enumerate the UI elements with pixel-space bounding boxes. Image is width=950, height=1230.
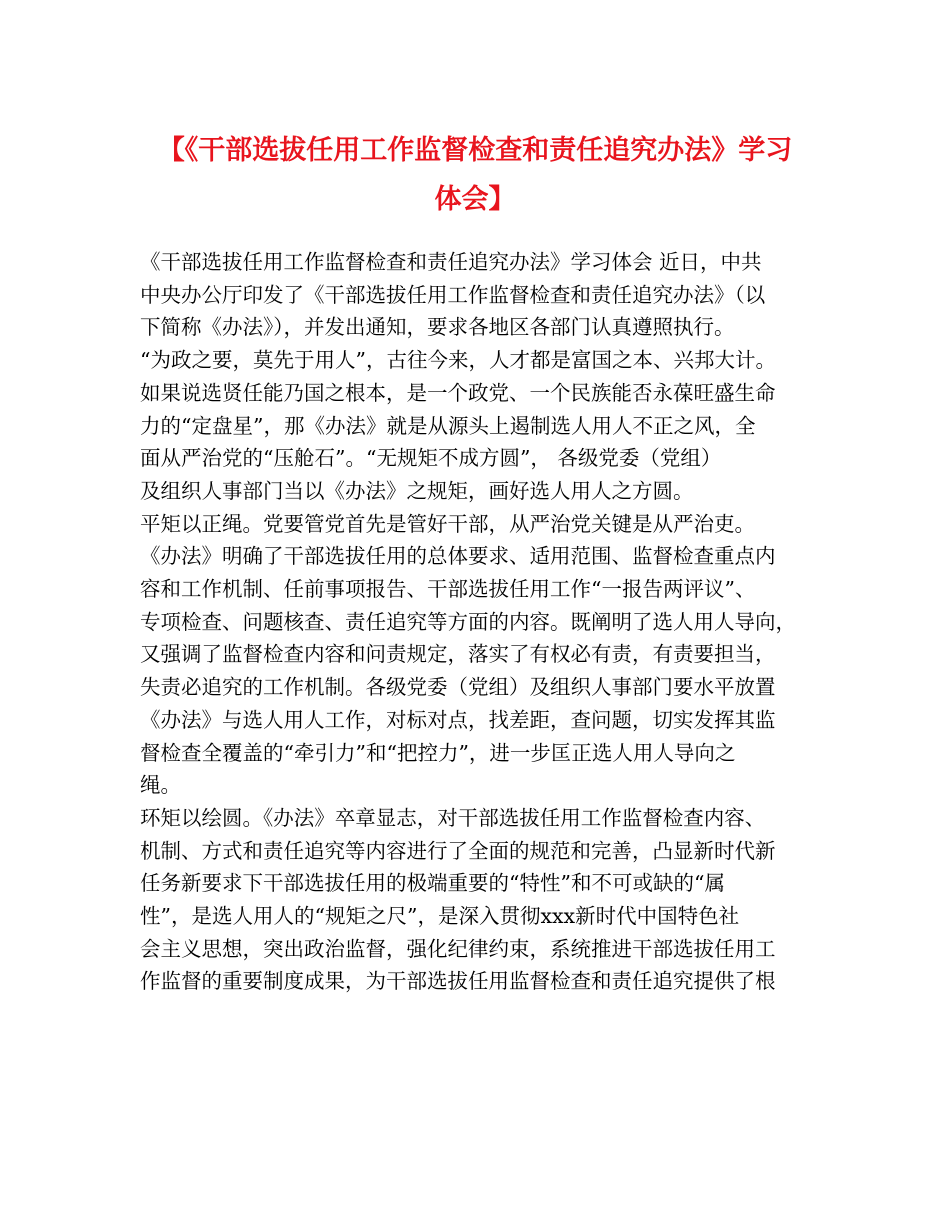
body-line: 绳。 <box>140 773 181 798</box>
body-line: 失责必追究的工作机制。各级党委（党组）及组织人事部门要水平放置 <box>140 675 776 700</box>
body-line: 任务新要求下干部选拔任用的极端重要的“特性”和不可或缺的“属 <box>140 871 725 896</box>
title-line: 体会】 <box>434 184 516 215</box>
body-line: 《办法》明确了干部选拔任用的总体要求、适用范围、监督检查重点内 <box>140 544 776 569</box>
body-line: 容和工作机制、任前事项报告、干部选拔任用工作“一报告两评议”、 <box>140 577 756 602</box>
body-line: 平矩以正绳。党要管党首先是管好干部，从严治党关键是从严治吏。 <box>140 511 755 536</box>
body-line: “为政之要，莫先于用人”，古往今来，人才都是富国之本、兴邦大计。 <box>140 348 776 373</box>
body-line: 如果说选贤任能乃国之根本，是一个政党、一个民族能否永葆旺盛生命 <box>140 380 776 405</box>
body-line: 《干部选拔任用工作监督检查和责任追究办法》学习体会 近日，中共 <box>140 250 762 274</box>
body-line: 机制、方式和责任追究等内容进行了全面的规范和完善，凸显新时代新 <box>140 838 776 863</box>
body-line: 作监督的重要制度成果，为干部选拔任用监督检查和责任追究提供了根 <box>140 969 776 994</box>
body-line: 会主义思想，突出政治监督，强化纪律约束，系统推进干部选拔任用工 <box>140 936 776 961</box>
document-body <box>140 246 830 998</box>
body-line: 中央办公厅印发了《干部选拔任用工作监督检查和责任追究办法》（以 <box>140 282 766 307</box>
body-line: 《办法》与选人用人工作，对标对点，找差距，查问题，切实发挥其监 <box>140 707 776 732</box>
document-title <box>120 126 830 224</box>
body-line: 环矩以绘圆。《办法》卒章显志，对干部选拔任用工作监督检查内容、 <box>140 805 766 830</box>
body-line: 及组织人事部门当以《办法》之规矩，画好选人用人之方圆。 <box>140 478 694 503</box>
body-line: 专项检查、问题核查、责任追究等方面的内容。既阐明了选人用人导向， <box>140 609 796 634</box>
body-line: 面从严治党的“压舱石”。“无规矩不成方圆”， 各级党委（党组） <box>140 446 722 471</box>
body-line: 性”，是选人用人的“规矩之尺”，是深入贯彻xxx新时代中国特色社 <box>140 904 740 929</box>
body-line: 督检查全覆盖的“牵引力”和“把控力”，进一步匡正选人用人导向之 <box>140 740 736 765</box>
body-line: 力的“定盘星”，那《办法》就是从源头上遏制选人用人不正之风，全 <box>140 413 756 438</box>
body-line: 又强调了监督检查内容和问责规定，落实了有权必有责，有责要担当， <box>140 642 776 667</box>
body-line: 下简称《办法》），并发出通知，要求各地区各部门认真遵照执行。 <box>140 315 735 340</box>
title-line: 【《干部选拔任用工作监督检查和责任追究办法》学习 <box>157 135 793 166</box>
